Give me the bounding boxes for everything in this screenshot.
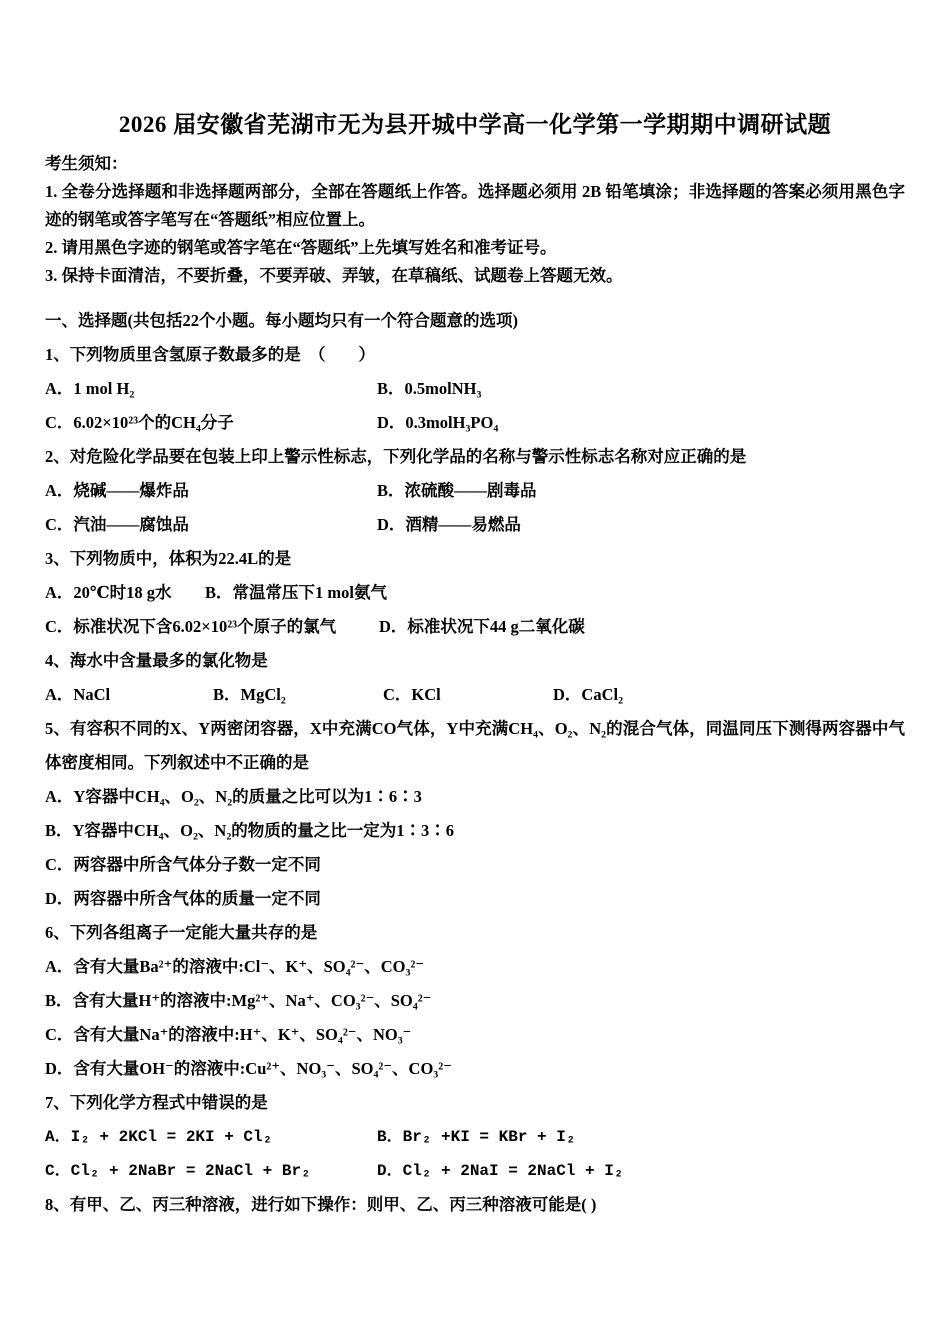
option: D．含有大量OH⁻的溶液中:Cu²⁺、NO₃⁻、SO₄²⁻、CO₃²⁻ [45,1059,452,1078]
option: C．标准状况下含6.02×10²³个原子的氯气 [45,617,337,636]
section-heading: 一、选择题(共包括22个小题。每小题均只有一个符合题意的选项) [45,311,518,330]
question-stem: 5、有容积不同的X、Y两密闭容器，X中充满CO气体，Y中充满CH₄、O₂、N₂的混合气体，同温同压下测得两容器中气体密度相同。下列叙述中不正确的是 [45,719,905,772]
question-stem: 6、下列各组离子一定能大量共存的是 [45,923,318,942]
option: B．浓硫酸——剧毒品 [377,481,537,500]
option-row [45,372,905,406]
option-row [45,814,905,848]
option-row [45,508,905,542]
option-row [45,1018,905,1052]
option: B．Br₂ +KI = KBr + I₂ [377,1128,576,1146]
page-content [45,150,905,1222]
option: A．Y容器中CH₄、O₂、N₂的质量之比可以为1∶6∶3 [45,787,422,806]
option: A．NaCl [45,685,111,704]
option: B．0.5molNH₃ [377,379,482,398]
option-row [45,474,905,508]
option: C．KCl [383,685,441,704]
question-stem: 7、下列化学方程式中错误的是 [45,1093,268,1112]
question-block [45,542,905,644]
notice-item: 1. 全卷分选择题和非选择题两部分，全部在答题纸上作答。选择题必须用 2B 铅笔填涂；非选择题的答案必须用黑色字迹的钢笔或答字笔写在“答题纸”相应位置上。 [45,182,905,229]
question-block [45,916,905,1086]
question-stem: 4、海水中含量最多的氯化物是 [45,651,268,670]
option-row [45,1052,905,1086]
option: C．汽油——腐蚀品 [45,515,189,534]
option-row [45,882,905,916]
notice-section [45,150,905,290]
option: D．酒精——易燃品 [377,515,521,534]
question-stem: 2、对危险化学品要在包装上印上警示性标志，下列化学品的名称与警示性标志名称对应正确的是 [45,447,747,466]
option: C．6.02×10²³个的CH₄分子 [45,413,234,432]
option: D．CaCl₂ [553,685,624,704]
notice-item: 3. 保持卡面清洁，不要折叠，不要弄破、弄皱，在草稿纸、试题卷上答题无效。 [45,266,623,285]
option: A．I₂ + 2KCl = 2KI + Cl₂ [45,1128,273,1146]
option: B．常温常压下1 mol氨气 [205,583,387,602]
question-block [45,1188,905,1222]
question-stem: 3、下列物质中，体积为22.4L的是 [45,549,292,568]
option-row [45,848,905,882]
option: A．含有大量Ba²⁺的溶液中:Cl⁻、K⁺、SO₄²⁻、CO₃²⁻ [45,957,425,976]
option-row [45,984,905,1018]
option: A．1 mol H₂ [45,379,135,398]
question-stem: 1、下列物质里含氢原子数最多的是 （ ） [45,345,375,364]
option-row [45,576,905,610]
question-block [45,1086,905,1188]
option-row [45,678,905,712]
option: A．烧碱——爆炸品 [45,481,189,500]
option-row [45,406,905,440]
notice-item: 2. 请用黑色字迹的钢笔或答字笔在“答题纸”上先填写姓名和准考证号。 [45,238,557,257]
page-title: 2026 届安徽省芜湖市无为县开城中学高一化学第一学期期中调研试题 [118,112,832,137]
option: B．MgCl₂ [213,685,286,704]
notice-heading: 考生须知： [45,154,128,173]
question-stem: 8、有甲、乙、丙三种溶液，进行如下操作：则甲、乙、丙三种溶液可能是( ) [45,1195,597,1214]
option: C．含有大量Na⁺的溶液中:H⁺、K⁺、SO₄²⁻、NO₃⁻ [45,1025,412,1044]
option: B．Y容器中CH₄、O₂、N₂的物质的量之比一定为1∶3∶6 [45,821,455,840]
option: C．Cl₂ + 2NaBr = 2NaCl + Br₂ [45,1162,311,1180]
option-row [45,610,905,644]
question-block [45,644,905,712]
option: D．Cl₂ + 2NaI = 2NaCl + I₂ [377,1162,624,1180]
option-row [45,780,905,814]
option-row [45,1120,905,1154]
question-block [45,712,905,916]
question-block [45,338,905,440]
option-row [45,1154,905,1188]
option: D．0.3molH₃PO₄ [377,413,499,432]
option: D．标准状况下44 g二氧化碳 [379,617,585,636]
question-block [45,440,905,542]
option-row [45,950,905,984]
option: A．20℃时18 g水 [45,583,172,602]
option: C．两容器中所含气体分子数一定不同 [45,855,321,874]
option: B．含有大量H⁺的溶液中:Mg²⁺、Na⁺、CO₃²⁻、SO₄²⁻ [45,991,432,1010]
option: D．两容器中所含气体的质量一定不同 [45,889,321,908]
